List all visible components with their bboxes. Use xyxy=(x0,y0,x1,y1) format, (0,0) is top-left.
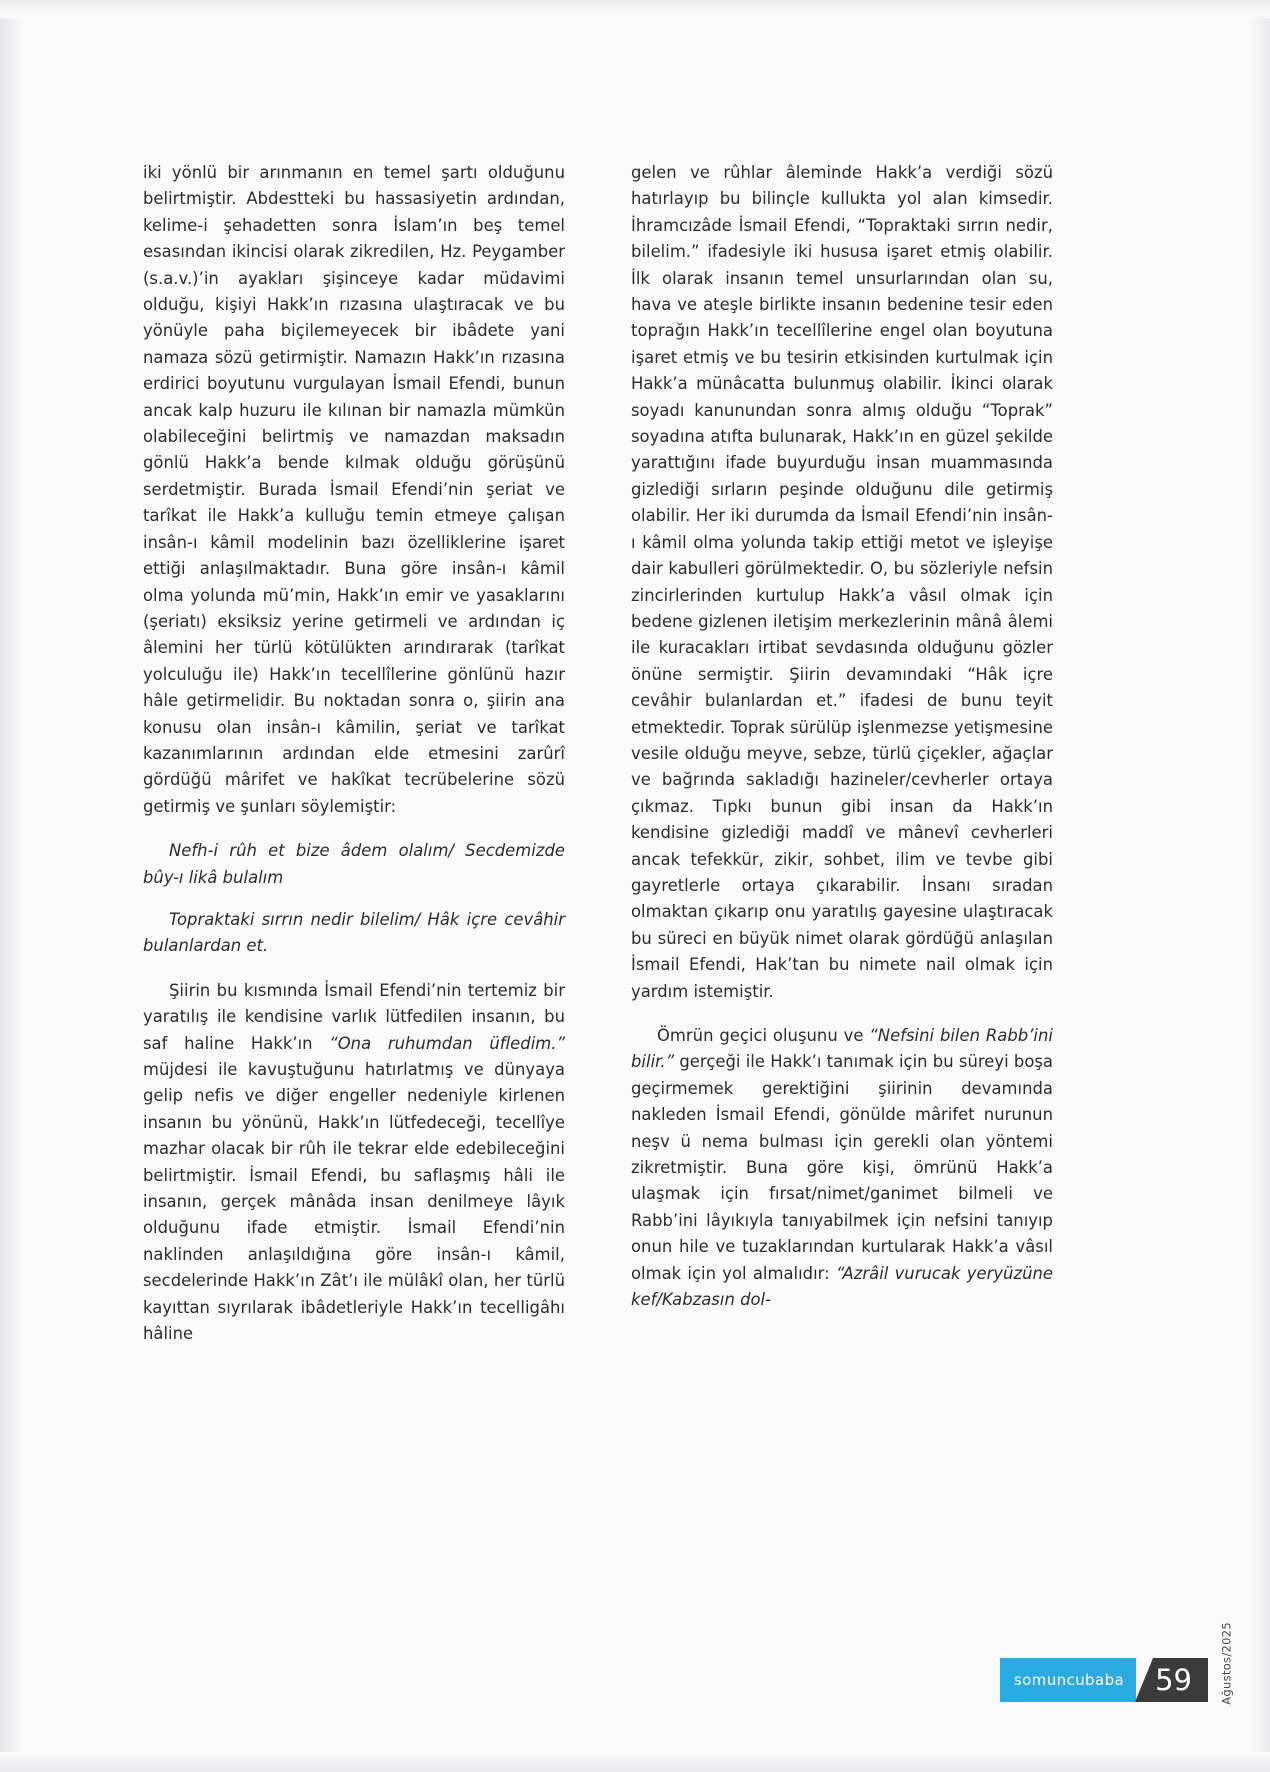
issue-date: Ağustos/2025 xyxy=(1220,1622,1234,1705)
quote-azrail: “Azrâil vurucak yeryüzüne kef/Kabzasın dol- xyxy=(631,1263,1053,1310)
page-number: 59 xyxy=(1153,1658,1208,1702)
paragraph-after-verses xyxy=(143,978,565,1348)
left-column xyxy=(143,160,565,1347)
article-body xyxy=(143,160,1053,1347)
paragraph-nefsini-bilen xyxy=(631,1023,1053,1313)
magazine-logo: somuncubaba xyxy=(1000,1658,1136,1702)
paragraph: gelen ve rûhlar âleminde Hakk’a verdiği sözü hatırlayıp bu bilinçle kullukta yol alan kimsedir. İhramcızâde İsmail Efendi, “Topraktaki sırrın nedir, bilelim.” ifadesiyle iki hususa işaret etmiş olabilir. İlk olarak insanın temel unsurlarından olan su, hava ve ateşle birlikte insanın bedenine tesir eden toprağın Hakk’ın tecellîlerine engel olan boyutuna işaret etmiş ve bu tesirin etkisinden kurtulmak için Hakk’a münâcatta bulunmuş olabilir. İkinci olarak soyadı kanunundan sonra almış olduğu “Toprak” soyadına atıfta bulunarak, Hakk’ın en güzel şekilde yarattığını ifade buyurduğu insan muammasında gizlediği sırların peşinde olduğunu dile getirmiş olabilir. Her iki durumda da İsmail Efendi’nin insân-ı kâmil olma yolunda takip ettiği metot ve işleyişe dair kabulleri görülmektedir. O, bu sözleriyle nefsin zincirlerinden kurtulup Hakk’a vâsıl olmak için bedene gizlenen iletişim merkezlerinin mânâ âlemi ile kuracakları irtibat sevdasında olduğunu gözler önüne sermiştir. Şiirin devamındaki “Hâk içre cevâhir bulanlardan et.” ifadesi de bunu teyit etmektedir. Toprak sürülüp işlenmezse yetişmesine vesile olduğu meyve, sebze, türlü çiçekler, ağaçlar ve bağrında sakladığı hazineler/cevherler ortaya çıkmaz. Tıpkı bunun gibi insan da Hakk’ın kendisine gizlediği maddî ve mânevî cevherleri ancak tefekkür, zikir, sohbet, ilim ve tevbe gibi gayretlerle ortaya çıkarabilir. İnsanı sıradan olmaktan çıkarıp onu yaratılış gayesine ulaştıracak bu süreci en büyük nimet olarak gördüğü anlaşılan İsmail Efendi, Hak’tan bu nimete nail olmak için yardım istemiştir. xyxy=(631,163,1053,1001)
page-footer xyxy=(1000,1658,1208,1702)
page-edge-bottom xyxy=(0,1752,1270,1772)
verse-line-2: Topraktaki sırrın nedir bilelim/ Hâk içre cevâhir bulanlardan et. xyxy=(143,909,565,956)
page-edge-right xyxy=(1248,0,1270,1772)
right-column xyxy=(631,160,1053,1347)
text-part-2: müjdesi ile kavuştuğunu hatırlatmış ve dünyaya gelip nefis ve diğer engeller nedeniyle kirlenen insanın bu yönünü, Hakk’ın lütfedeceği, tecellîye mazhar olacak bir rûh ile tekrar elde edebileceğini belirtmiştir. İsmail Efendi, bu saflaşmış hâli ile insanın, gerçek mânâda insan denilmeye lâyık olduğunu ifade etmiştir. İsmail Efendi’nin naklinden anlaşıldığına göre insân-ı kâmil, secdelerinde Hakk’ın Zât’ı ile mülâkî olan, her türlü kayıttan sıyrılarak ibâdetleriyle Hakk’ın tecelligâhı hâline xyxy=(143,1060,565,1344)
quote-ona-ruhumdan-ufledim: “Ona ruhumdan üfledim.” xyxy=(329,1033,565,1053)
page-edge-left xyxy=(0,0,26,1772)
text-part-1: Şiirin bu kısmında İsmail Efendi’nin tertemiz bir yaratılış ile kendisine varlık lütfedilen insanın, bu saf haline Hakk’ın xyxy=(143,980,565,1053)
slash-divider-icon xyxy=(1135,1658,1153,1702)
paragraph: iki yönlü bir arınmanın en temel şartı olduğunu belirtmiştir. Abdestteki bu hassasiyetin ardından, kelime-i şehadetten sonra İslam’ın beş temel esasından ikincisi olarak zikredilen, Hz. Peygamber (s.a.v.)’in ayakları şişinceye kadar müdavimi olduğu, kişiyi Hakk’ın rızasına ulaştıracak ve bu yönüyle paha biçilemeyecek bir ibâdete yani namaza sözü getirmiştir. Namazın Hakk’ın rızasına erdirici boyutunu vurgulayan İsmail Efendi, bunun ancak kalp huzuru ile kılınan bir namazla mümkün olabileceğini belirtmiş ve namazdan maksadın gönlü Hakk’a bende kılmak olduğu görüşünü serdetmiştir. Burada İsmail Efendi’nin şeriat ve tarîkat ile Hakk’a kulluğu temin etmeye çalışan insân-ı kâmil modelinin bazı özelliklerine işaret ettiği anlaşılmaktadır. Buna göre insân-ı kâmil olma yolunda mü’min, Hakk’ın emir ve yasaklarını (şeriatı) eksiksiz yerine getirmeli ve ardından iç âlemini her türlü kötülükten arındırarak (tarîkat yolculuğu ile) Hakk’ın tecellîlerine gönlünü hazır hâle getirmelidir. Bu noktadan sonra o, şiirin ana konusu olan insân-ı kâmilin, şeriat ve tarîkat kazanımlarının ardından elde etmesini zarûrî gördüğü mârifet ve hakîkat tecrübelerine sözü getirmiş ve şunları söylemiştir: xyxy=(143,163,565,816)
quote-nefsini-bilen: “Nefsini bilen Rabb’ini bilir.” xyxy=(631,1026,1053,1072)
verse-line-1: Nefh-i rûh et bize âdem olalım/ Secdemizde bûy-ı likâ bulalım xyxy=(143,841,565,887)
page-edge-top xyxy=(0,0,1270,18)
text-part-1: Ömrün geçici oluşunu ve xyxy=(657,1026,870,1045)
text-part-2: gerçeği ile Hakk’ı tanımak için bu süreyi boşa geçirmemek gerektiğini şiirinin devamında nakleden İsmail Efendi, gönülde mârifet nurunun neşv ü nema bulması için gerekli olan yöntemi zikretmiştir. Buna göre kişi, ömrünü Hakk’a ulaşmak için fırsat/nimet/ganimet bilmeli ve Rabb’ini lâyıkıyla tanıyabilmek için nefsini tanıyıp onun hile ve tuzaklarından kurtularak Hakk’a vâsıl olmak için yol almalıdır: xyxy=(631,1052,1053,1283)
